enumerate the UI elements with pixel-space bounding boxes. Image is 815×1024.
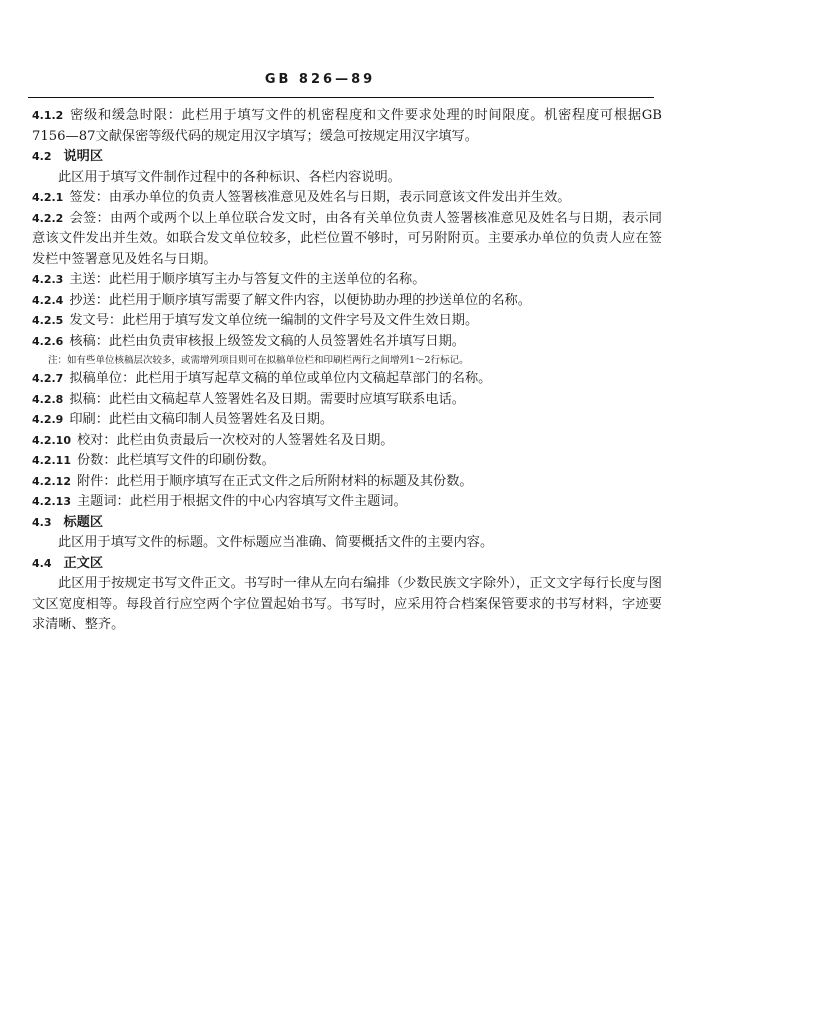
section-number: 4.2 — [32, 150, 52, 163]
clause-4-2-3 — [32, 270, 662, 291]
section-title: 标题区 — [63, 514, 104, 530]
clause-4-2-11 — [32, 451, 662, 472]
clause-text: 密级和缓急时限：此栏用于填写文件的机密程度和文件要求处理的时间限度。机密程度可根据GB 7156—87文献保密等级代码的规定用汉字填写；缓急可按规定用汉字填写。 — [32, 108, 662, 144]
section-heading-4-2 — [32, 147, 662, 168]
clause-4-2-7 — [32, 369, 662, 390]
section-heading-4-3 — [32, 513, 662, 534]
clause-4-2-10 — [32, 431, 662, 452]
section-title: 说明区 — [63, 149, 104, 164]
clause-4-2-1 — [32, 188, 662, 209]
section-number: 4.4 — [32, 556, 52, 570]
clause-text: 抄送：此栏用于顺序填写需要了解文件内容，以便协助办理的抄送单位的名称。 — [69, 292, 531, 308]
clause-4-2-8 — [32, 390, 662, 411]
section-intro-4-4: 此区用于按规定书写文件正文。书写时一律从左向右编排（少数民族文字除外），正文文字每行长度与图文区宽度相等。每段首行应空两个字位置起始书写。书写时，应采用符合档案保管要求的书写材料，字迹要求清晰、整齐。 — [32, 576, 662, 632]
clause-number: 4.2.5 — [32, 314, 64, 327]
clause-text: 拟稿：此栏由文稿起草人签署姓名及日期。需要时应填写联系电话。 — [69, 391, 465, 407]
clause-number: 4.1.2 — [32, 109, 64, 122]
clause-text: 拟稿单位：此栏用于填写起草文稿的单位或单位内文稿起草部门的名称。 — [69, 371, 492, 386]
clause-4-2-2 — [32, 209, 662, 271]
clause-number: 4.2.3 — [32, 273, 64, 286]
clause-4-2-12 — [32, 472, 662, 493]
section-intro-4-2: 此区用于填写文件制作过程中的各种标识、各栏内容说明。 — [58, 169, 401, 185]
clause-number: 4.2.4 — [32, 293, 64, 307]
clause-number: 4.2.1 — [32, 191, 64, 204]
clause-4-2-5 — [32, 311, 662, 332]
clause-text: 核稿：此栏由负责审核报上级签发文稿的人员签署姓名并填写日期。 — [69, 333, 465, 349]
clause-number: 4.2.13 — [32, 495, 71, 508]
clause-4-1-2 — [32, 106, 662, 147]
footnote: 注：如有些单位核稿层次较多，或需增列项目则可在拟稿单位栏和印刷栏两行之间增列1～2行标记。 — [48, 355, 469, 366]
clause-text: 主题词：此栏用于根据文件的中心内容填写文件主题词。 — [76, 494, 407, 509]
clause-text: 签发：由承办单位的负责人签署核准意见及姓名与日期，表示同意该文件发出并生效。 — [69, 190, 571, 205]
clause-number: 4.2.6 — [32, 334, 64, 348]
clause-text: 校对：此栏由负责最后一次校对的人签署姓名及日期。 — [76, 432, 394, 448]
clause-number: 4.2.9 — [32, 413, 64, 426]
clause-text: 附件：此栏用于顺序填写在正式文件之后所附材料的标题及其份数。 — [76, 473, 473, 489]
clause-number: 4.2.7 — [32, 372, 64, 385]
clause-number: 4.2.10 — [32, 433, 71, 447]
clause-text: 印刷：此栏由文稿印制人员签署姓名及日期。 — [69, 412, 334, 427]
clause-4-2-4 — [32, 291, 662, 312]
clause-number: 4.2.12 — [32, 474, 71, 488]
clause-text: 主送：此栏用于顺序填写主办与答复文件的主送单位的名称。 — [69, 272, 426, 287]
section-heading-4-4 — [32, 554, 662, 575]
header-rule — [28, 97, 654, 98]
section-number: 4.3 — [32, 515, 52, 529]
clause-text: 份数：此栏填写文件的印刷份数。 — [76, 453, 275, 468]
clause-number: 4.2.8 — [32, 392, 64, 406]
page-header: GB 826—89 — [264, 72, 376, 87]
clause-4-2-6 — [32, 332, 662, 353]
section-title: 正文区 — [63, 555, 104, 571]
section-intro-4-3: 此区用于填写文件的标题。文件标题应当准确、简要概括文件的主要内容。 — [58, 535, 494, 550]
clause-number: 4.2.2 — [32, 211, 64, 225]
clause-text: 会签：由两个或两个以上单位联合发文时，由各有关单位负责人签署核准意见及姓名与日期，表示同意该文件发出并生效。如联合发文单位较多，此栏位置不够时，可另附附页。主要承办单位的负责人应在签发栏中签署意见及姓名与日期。 — [32, 210, 662, 267]
document-body — [32, 106, 662, 636]
clause-text: 发文号：此栏用于填写发文单位统一编制的文件字号及文件生效日期。 — [69, 313, 479, 328]
clause-number: 4.2.11 — [32, 454, 71, 467]
clause-4-2-13 — [32, 492, 662, 513]
clause-4-2-9 — [32, 410, 662, 431]
